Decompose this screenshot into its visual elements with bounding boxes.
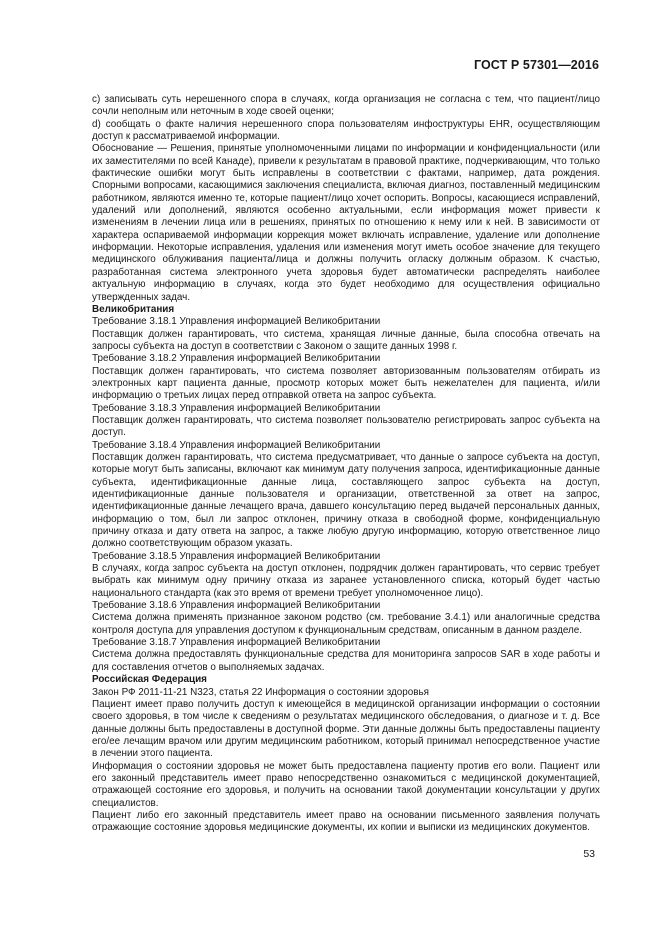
- paragraph-item-d: d) сообщать о факте наличия нерешенного спора пользователям инфоструктуры EHR, осуществляющим доступ к рассматриваемой информации.: [92, 118, 600, 143]
- requirement-title-3-18-7: Требование 3.18.7 Управления информацией Великобритании: [92, 637, 381, 649]
- heading-russia: Российская Федерация: [92, 674, 207, 686]
- requirement-title-3-18-1: Требование 3.18.1 Управления информацией Великобритании: [92, 316, 381, 328]
- paragraph-rationale: Обоснование — Решения, принятые уполномоченными лицами по информации и конфиденциальности (или их заместителями по всей Канаде), привели к результатам в правовой практике, подчеркивающим, что только фактические ошибки могут быть исправлены в соответствии с фактами, например, дата рождения. Спорными вопросами, касающимися заключения специалиста, включая диагноз, поставленный медицинским работником, являются именно те, которые пациент/лицо хочет оспорить. Вопросы, касающиеся исправлений, удалений или дополнений, являются особенно актуальными, если информация может привести к изменениям в лечении лица или в решениях, принятых по отношению к нему или к ней. В зависимости от характера оспариваемой информации коррекция может включать исправление, удаление или дополнение информации. Некоторые исправления, удаления или изменения могут иметь особое значение для текущего медицинского облуживания пациента/лица и должны получить огласку должным образом. К счастью, разработанная система электронного учета здоровья будет автоматически распределять наиболее актуальную информацию в случаях, когда это будет необходимо для осуществления официально утвержденных задач.: [92, 143, 600, 303]
- requirement-title-3-18-2: Требование 3.18.2 Управления информацией Великобритании: [92, 353, 381, 365]
- law-text-2: Информация о состоянии здоровья не может быть предоставлена пациенту против его воли. Пациент или его законный представитель имеет право непосредственно ознакомиться с медицинской документацией, отражающей состояние его здоровья, и получить на основании такой документации консультации у других специалистов.: [92, 760, 600, 809]
- requirement-text-3-18-4: Поставщик должен гарантировать, что система предусматривает, что данные о запросе субъекта на доступ, которые могут быть записаны, включают как минимум дату получения запроса, идентификационные данные субъекта, идентификационные данные лица, составляющего запрос субъекта на доступ, идентификационные данные пользователя и организации, ответственной за ответ на запрос, идентификационные данные лечащего врача, давшего консультацию перед выдачей персональных данных, информацию о том, был ли запрос отклонен, причину отказа в свободной форме, конфиденциальную причину отказа и дату ответа на запрос, а также любую другую информацию, которую ответственное лицо должно соответствующим образом указать.: [92, 451, 600, 550]
- requirement-title-3-18-6: Требование 3.18.6 Управления информацией Великобритании: [92, 600, 381, 612]
- document-code: ГОСТ Р 57301—2016: [473, 58, 599, 72]
- requirement-text-3-18-5: В случаях, когда запрос субъекта на доступ отклонен, подрядчик должен гарантировать, что сервис требует выбрать как минимум одну причину отказа из заранее установленного списка, который будет частью национального стандарта (как это время от времени требует уполномоченное лицо).: [92, 563, 600, 599]
- requirement-text-3-18-7: Система должна предоставлять функциональные средства для мониторинга запросов SAR в ходе работы и для составления отчетов о выполняемых задачах.: [92, 649, 600, 673]
- requirement-text-3-18-1: Поставщик должен гарантировать, что система, хранящая личные данные, была способна отвечать на запросы субъекта на доступ в соответствии с Законом о защите данных 1998 г.: [92, 328, 600, 352]
- page-number: 53: [583, 848, 595, 860]
- law-reference: Закон РФ 2011-11-21 N323, статья 22 Информация о состоянии здоровья: [92, 686, 429, 698]
- requirement-title-3-18-4: Требование 3.18.4 Управления информацией Великобритании: [92, 439, 381, 451]
- paragraph-item-c: c) записывать суть нерешенного спора в случаях, когда организация не согласна с тем, что пациент/лицо сочли неполным или неточным в ходе своей оценки;: [92, 94, 600, 118]
- requirement-text-3-18-2: Поставщик должен гарантировать, что система позволяет авторизованным пользователям отбирать из электронных карт пациента данные, просмотр которых может быть нежелателен для пациента, и/или информацию о третьих лицах перед отправкой ответа на запрос субъекта.: [92, 365, 600, 402]
- heading-uk: Великобритания: [92, 303, 175, 315]
- page-body: [92, 94, 600, 835]
- requirement-text-3-18-3: Поставщик должен гарантировать, что система позволяет пользователю регистрировать запрос субъекта на доступ.: [92, 414, 600, 439]
- law-text-3: Пациент либо его законный представитель имеет право на основании письменного заявления получать отражающие состояние здоровья медицинские документы, их копии и выписки из медицинских документов.: [92, 809, 600, 834]
- requirement-text-3-18-6: Система должна применять признанное законом родство (см. требование 3.4.1) или аналогичные средства контроля доступа для управления доступом к функциональным средствам, описанным в данном разделе.: [92, 612, 600, 636]
- requirement-title-3-18-5: Требование 3.18.5 Управления информацией Великобритании: [92, 550, 381, 562]
- law-text-1: Пациент имеет право получить доступ к имеющейся в медицинской организации информации о состоянии своего здоровья, в том числе к сведениям о результатах медицинского обследования, о диагнозе и т. д. Все данные должны быть предоставлены в доступной форме. Эти данные должны быть предоставлены пациенту его/ее лечащим врачом или другим медицинским работником, который принимал непосредственное участие в лечении этого пациента.: [92, 698, 600, 760]
- requirement-title-3-18-3: Требование 3.18.3 Управления информацией Великобритании: [92, 402, 381, 414]
